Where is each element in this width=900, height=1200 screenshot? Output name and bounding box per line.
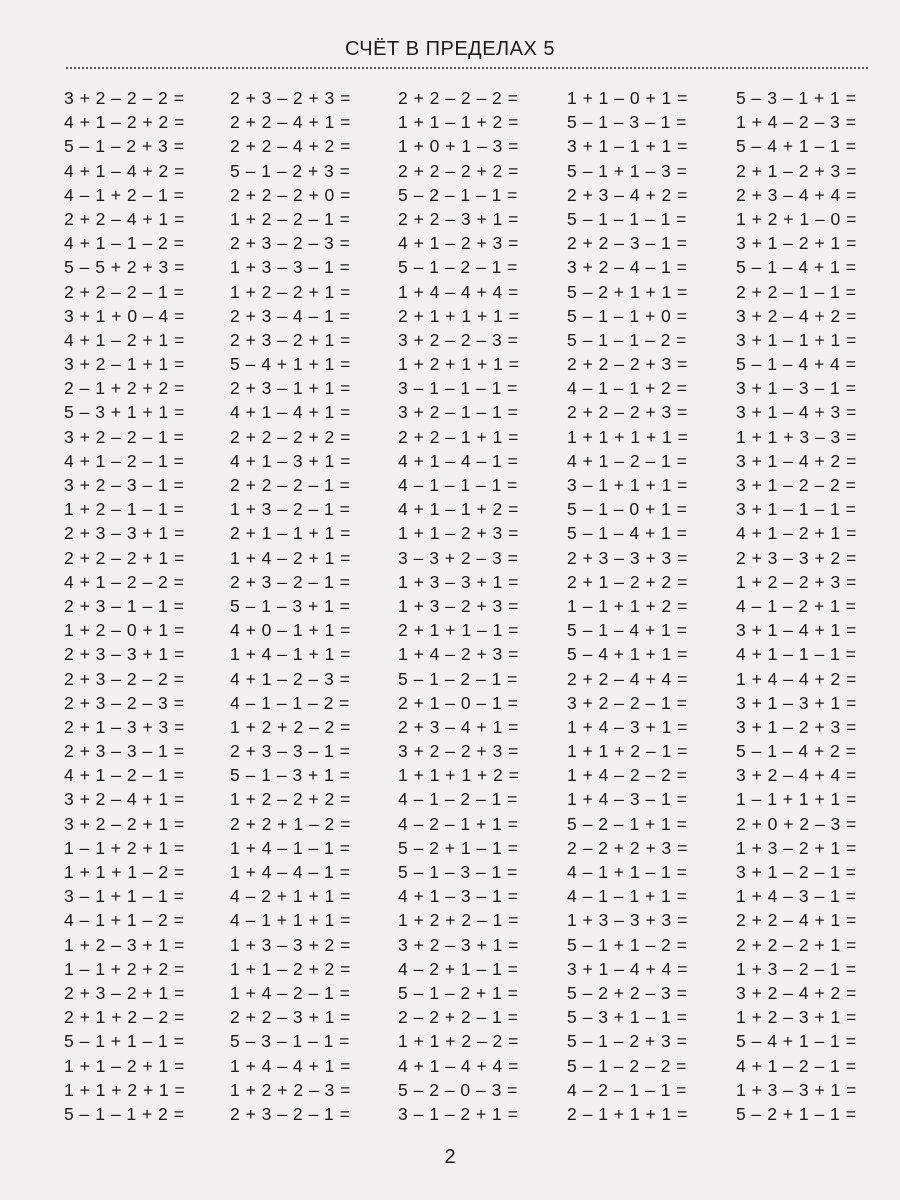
page-number: 2: [444, 1146, 456, 1168]
exercise-expression: 3 + 2 – 4 + 1 =: [64, 789, 185, 810]
exercise-expression: 1 + 4 – 3 + 1 =: [567, 716, 688, 737]
exercise-expression: 1 – 1 + 2 + 2 =: [64, 958, 185, 979]
exercise-expression: 1 – 1 + 1 + 2 =: [567, 595, 688, 616]
exercise-expression: 1 + 1 + 2 + 1 =: [64, 1079, 185, 1100]
exercise-expression: 4 + 0 – 1 + 1 =: [230, 620, 351, 641]
exercise-expression: 2 – 2 + 2 – 1 =: [398, 1007, 518, 1028]
exercise-expression: 1 + 4 – 2 – 1 =: [230, 982, 350, 1003]
exercise-expression: 5 – 2 – 1 – 1 =: [398, 184, 518, 205]
exercise-expression: 4 + 1 – 1 – 1 =: [736, 644, 856, 665]
exercise-expression: 5 – 1 – 2 + 3 =: [64, 136, 184, 157]
exercise-expression: 3 + 2 – 4 + 2 =: [736, 305, 857, 326]
exercise-expression: 5 – 1 – 1 + 0 =: [567, 305, 687, 326]
exercise-expression: 4 + 1 – 4 – 1 =: [398, 450, 518, 471]
exercise-expression: 2 + 3 – 2 + 3 =: [230, 88, 351, 108]
exercise-expression: 4 + 1 – 4 + 4 =: [398, 1055, 519, 1076]
exercise-expression: 4 + 1 – 4 + 1 =: [230, 402, 351, 423]
exercise-expression: 2 + 3 – 4 + 1 =: [398, 716, 519, 737]
exercise-expression: 1 + 2 – 2 + 3 =: [736, 571, 857, 592]
exercise-expression: 1 + 1 – 2 + 2 =: [230, 958, 351, 979]
exercise-expression: 1 + 4 – 2 – 2 =: [567, 765, 687, 786]
exercise-expression: 3 + 2 – 4 – 1 =: [567, 257, 687, 278]
exercise-expression: 2 + 3 – 4 + 4 =: [736, 184, 857, 205]
exercise-expression: 1 + 1 + 2 – 2 =: [398, 1031, 519, 1052]
exercise-expression: 1 + 3 – 2 + 1 =: [736, 837, 857, 858]
exercise-expression: 1 + 4 – 1 + 1 =: [230, 644, 351, 665]
exercise-expression: 4 – 1 – 1 + 1 =: [567, 886, 687, 907]
exercise-expression: 3 + 1 – 4 + 4 =: [567, 958, 688, 979]
exercise-expression: 1 + 3 – 3 + 3 =: [567, 910, 688, 931]
exercise-expression: 3 + 1 + 0 – 4 =: [64, 305, 185, 326]
exercise-expression: 1 – 1 + 2 + 1 =: [64, 837, 185, 858]
exercise-expression: 4 – 2 – 1 – 1 =: [567, 1079, 687, 1100]
exercise-expression: 1 + 3 – 2 – 1 =: [230, 499, 350, 520]
exercise-expression: 2 + 3 – 3 + 3 =: [567, 547, 688, 568]
exercise-expression: 4 + 1 – 2 – 1 =: [736, 1055, 856, 1076]
exercise-expression: 3 – 3 + 2 – 3 =: [398, 547, 518, 568]
exercise-expression: 4 – 1 – 1 – 2 =: [230, 692, 350, 713]
exercise-expression: 2 + 2 – 3 + 1 =: [398, 208, 519, 229]
exercise-expression: 3 – 1 – 2 + 1 =: [398, 1103, 518, 1124]
exercise-expression: 4 + 1 – 2 – 1 =: [64, 765, 184, 786]
exercise-expression: 4 – 2 + 1 + 1 =: [230, 886, 351, 907]
exercise-expression: 2 + 3 – 3 + 1 =: [64, 644, 185, 665]
exercise-expression: 3 + 2 – 1 – 1 =: [398, 402, 518, 423]
exercise-expression: 4 + 1 – 2 + 1 =: [736, 523, 857, 544]
exercise-expression: 2 + 2 – 4 + 2 =: [230, 136, 351, 157]
exercise-expression: 3 + 2 – 3 – 1 =: [64, 475, 184, 495]
exercise-expression: 1 + 1 + 2 – 1 =: [567, 741, 688, 762]
exercise-expression: 1 + 4 – 2 + 1 =: [230, 547, 351, 568]
exercise-expression: 5 – 2 – 0 – 3 =: [398, 1079, 518, 1100]
exercise-expression: 5 – 4 + 1 + 1 =: [230, 354, 351, 375]
exercise-expression: 2 + 3 – 1 + 1 =: [230, 378, 351, 399]
exercise-expression: 5 – 1 – 2 – 1 =: [398, 668, 518, 689]
exercise-expression: 2 + 3 – 2 + 1 =: [230, 329, 351, 350]
exercise-expression: 1 + 1 + 1 – 2 =: [64, 862, 185, 882]
exercise-expression: 3 + 1 – 4 + 3 =: [736, 402, 857, 423]
exercise-expression: 2 + 2 + 1 – 2 =: [230, 813, 351, 834]
exercise-expression: 1 – 1 + 1 + 1 =: [736, 789, 857, 810]
exercise-expression: 1 + 0 + 1 – 3 =: [398, 136, 519, 157]
exercise-expression: 2 + 2 – 2 + 2 =: [230, 426, 351, 447]
exercise-expression: 3 + 2 – 2 + 1 =: [64, 813, 185, 834]
exercise-expression: 2 + 2 – 3 + 1 =: [230, 1007, 351, 1028]
exercise-expression: 5 – 1 – 2 + 3 =: [230, 160, 350, 181]
exercise-expression: 1 + 3 – 2 – 1 =: [736, 958, 856, 979]
exercise-expression: 1 + 2 – 1 – 1 =: [64, 499, 184, 520]
exercise-expression: 3 + 2 – 2 – 3 =: [398, 329, 518, 350]
exercise-expression: 2 + 2 – 2 – 2 =: [398, 88, 518, 108]
exercise-expression: 4 + 1 – 3 + 1 =: [230, 450, 351, 471]
exercise-column-3: [398, 86, 558, 1124]
exercise-expression: 1 + 3 – 3 + 1 =: [736, 1079, 857, 1100]
exercise-expression: 3 – 1 + 1 + 1 =: [567, 475, 688, 495]
exercise-expression: 4 + 1 – 4 + 2 =: [64, 160, 185, 181]
exercise-expression: 3 + 1 – 2 – 2 =: [736, 475, 856, 495]
exercise-expression: 4 – 1 – 2 – 1 =: [398, 789, 518, 810]
exercise-expression: 5 – 1 + 1 – 3 =: [567, 160, 687, 181]
exercise-expression: 2 + 3 – 2 – 2 =: [64, 668, 184, 689]
exercise-expression: 2 + 2 – 2 – 1 =: [230, 475, 350, 495]
exercise-expression: 3 + 2 – 2 + 3 =: [398, 741, 519, 762]
exercise-expression: 2 + 2 – 4 + 1 =: [64, 208, 185, 229]
exercise-expression: 2 + 3 – 2 – 3 =: [64, 692, 184, 713]
exercise-expression: 1 + 3 – 3 – 1 =: [230, 257, 350, 278]
exercise-expression: 4 + 1 – 2 + 3 =: [398, 233, 519, 254]
exercise-expression: 1 + 2 + 2 – 3 =: [230, 1079, 351, 1100]
exercise-expression: 1 + 4 – 4 – 1 =: [230, 862, 350, 882]
exercise-expression: 2 – 2 + 2 + 3 =: [567, 837, 688, 858]
exercise-expression: 1 + 3 – 2 + 3 =: [398, 595, 519, 616]
exercise-expression: 2 + 3 – 1 – 1 =: [64, 595, 184, 616]
exercise-expression: 1 + 1 – 0 + 1 =: [567, 88, 688, 108]
page-title: СЧЁТ В ПРЕДЕЛАХ 5: [344, 38, 556, 60]
exercise-expression: 2 + 3 – 2 + 1 =: [64, 982, 185, 1003]
exercise-expression: 3 + 1 – 3 – 1 =: [736, 378, 856, 399]
exercise-expression: 1 + 1 – 1 + 2 =: [398, 112, 519, 133]
exercise-expression: 3 – 1 + 1 – 1 =: [64, 886, 184, 907]
exercise-expression: 4 + 1 – 2 – 1 =: [64, 450, 184, 471]
exercise-expression: 5 – 1 – 1 – 1 =: [567, 208, 687, 229]
exercise-expression: 1 + 1 – 2 + 3 =: [398, 523, 519, 544]
exercise-expression: 2 + 2 – 2 + 3 =: [567, 354, 688, 375]
exercise-expression: 2 + 2 – 2 + 1 =: [736, 934, 857, 955]
exercise-expression: 1 + 2 – 3 + 1 =: [736, 1007, 857, 1028]
exercise-expression: 1 + 1 + 3 – 3 =: [736, 426, 857, 447]
exercise-expression: 1 + 4 – 1 – 1 =: [230, 837, 350, 858]
exercise-expression: 5 – 1 – 3 + 1 =: [230, 595, 350, 616]
exercise-expression: 1 + 2 + 1 – 0 =: [736, 208, 857, 229]
exercise-expression: 1 + 2 + 1 + 1 =: [398, 354, 519, 375]
exercise-expression: 3 + 1 – 4 + 2 =: [736, 450, 857, 471]
exercise-expression: 2 + 1 + 1 – 1 =: [398, 620, 519, 641]
exercise-expression: 1 + 2 – 2 – 1 =: [230, 208, 350, 229]
exercise-expression: 2 – 1 + 1 + 1 =: [567, 1103, 688, 1124]
exercise-expression: 2 + 1 + 2 – 2 =: [64, 1007, 185, 1028]
exercise-expression: 1 + 1 – 2 + 1 =: [64, 1055, 185, 1076]
exercise-expression: 1 + 3 – 3 + 1 =: [398, 571, 519, 592]
exercise-expression: 4 + 1 – 1 – 2 =: [64, 233, 184, 254]
exercise-expression: 4 – 1 – 1 + 2 =: [567, 378, 687, 399]
exercise-expression: 2 + 0 + 2 – 3 =: [736, 813, 857, 834]
exercise-expression: 2 + 2 – 2 + 3 =: [567, 402, 688, 423]
exercise-expression: 5 – 1 + 1 – 2 =: [567, 934, 687, 955]
exercise-expression: 1 + 2 – 2 + 1 =: [230, 281, 351, 302]
exercise-expression: 2 + 2 – 2 + 1 =: [64, 547, 185, 568]
exercise-expression: 1 + 4 – 3 – 1 =: [736, 886, 856, 907]
exercise-expression: 5 – 1 – 2 + 1 =: [398, 982, 518, 1003]
exercise-expression: 2 + 3 – 4 – 1 =: [230, 305, 350, 326]
exercise-expression: 2 + 1 – 1 + 1 =: [230, 523, 351, 544]
exercise-expression: 4 – 1 + 1 + 1 =: [230, 910, 351, 931]
exercise-expression: 4 + 1 – 2 + 2 =: [64, 112, 185, 133]
exercise-expression: 3 + 2 – 1 + 1 =: [64, 354, 185, 375]
exercise-expression: 5 – 4 + 1 – 1 =: [736, 136, 856, 157]
exercise-expression: 1 + 2 – 3 + 1 =: [64, 934, 185, 955]
exercise-expression: 2 + 2 – 2 + 2 =: [398, 160, 519, 181]
exercise-expression: 1 + 4 – 4 + 4 =: [398, 281, 519, 302]
exercise-expression: 5 – 1 – 4 + 1 =: [567, 620, 687, 641]
exercise-expression: 2 + 2 – 1 – 1 =: [736, 281, 856, 302]
exercise-expression: 5 – 1 – 4 + 1 =: [567, 523, 687, 544]
exercise-expression: 3 – 1 – 1 – 1 =: [398, 378, 518, 399]
exercise-expression: 2 + 3 – 3 + 1 =: [64, 523, 185, 544]
exercise-expression: 4 – 1 – 1 – 1 =: [398, 475, 518, 495]
exercise-expression: 2 + 3 – 4 + 2 =: [567, 184, 688, 205]
exercise-expression: 3 + 1 – 1 + 1 =: [736, 329, 857, 350]
exercise-expression: 3 + 2 – 2 – 2 =: [64, 88, 184, 108]
exercise-expression: 2 + 1 + 1 + 1 =: [398, 305, 519, 326]
exercise-column-1: [64, 86, 224, 1124]
exercise-expression: 2 + 2 – 2 – 1 =: [64, 281, 184, 302]
exercise-expression: 5 – 1 – 3 – 1 =: [567, 112, 687, 133]
exercise-expression: 2 + 3 – 3 + 2 =: [736, 547, 857, 568]
exercise-expression: 5 – 2 – 1 + 1 =: [567, 813, 687, 834]
exercise-expression: 5 – 4 + 1 – 1 =: [736, 1031, 856, 1052]
exercise-expression: 4 + 1 – 2 – 1 =: [567, 450, 687, 471]
exercise-expression: 5 – 1 – 3 + 1 =: [230, 765, 350, 786]
title-dotted-rule: [66, 67, 868, 69]
exercise-expression: 1 + 2 – 2 + 2 =: [230, 789, 351, 810]
exercise-expression: 3 + 1 – 1 – 1 =: [736, 499, 856, 520]
exercise-expression: 5 – 3 + 1 + 1 =: [64, 402, 185, 423]
exercise-expression: 2 + 3 – 3 – 1 =: [230, 741, 350, 762]
exercise-expression: 5 – 1 – 2 + 3 =: [567, 1031, 687, 1052]
exercise-expression: 2 + 2 – 4 + 1 =: [230, 112, 351, 133]
exercise-expression: 2 + 1 – 2 + 2 =: [567, 571, 688, 592]
exercise-column-5: [736, 86, 896, 1124]
exercise-expression: 5 – 1 – 0 + 1 =: [567, 499, 687, 520]
exercise-expression: 1 + 1 + 1 + 2 =: [398, 765, 519, 786]
exercise-expression: 3 + 1 – 2 + 1 =: [736, 233, 857, 254]
exercise-expression: 1 + 2 + 2 – 1 =: [398, 910, 519, 931]
exercise-expression: 3 + 2 – 2 – 1 =: [64, 426, 184, 447]
exercise-expression: 5 – 1 – 4 + 2 =: [736, 741, 856, 762]
exercise-expression: 2 + 1 – 0 – 1 =: [398, 692, 518, 713]
exercise-expression: 1 + 4 – 3 – 1 =: [567, 789, 687, 810]
exercise-expression: 1 + 4 – 2 – 3 =: [736, 112, 856, 133]
exercise-expression: 2 + 1 – 3 + 3 =: [64, 716, 185, 737]
exercise-expression: 5 – 4 + 1 + 1 =: [567, 644, 688, 665]
exercise-expression: 2 + 3 – 3 – 1 =: [64, 741, 184, 762]
exercise-expression: 3 + 2 – 4 + 2 =: [736, 982, 857, 1003]
exercise-expression: 5 – 2 + 2 – 3 =: [567, 982, 687, 1003]
exercise-expression: 4 – 1 + 2 – 1 =: [64, 184, 184, 205]
exercise-expression: 5 – 1 – 2 – 2 =: [567, 1055, 687, 1076]
exercise-expression: 4 + 1 – 2 – 2 =: [64, 571, 184, 592]
exercise-expression: 2 + 2 – 2 + 0 =: [230, 184, 351, 205]
exercise-expression: 3 + 1 – 3 + 1 =: [736, 692, 857, 713]
exercise-grid: [0, 86, 900, 1124]
exercise-expression: 5 – 2 + 1 + 1 =: [567, 281, 688, 302]
exercise-expression: 4 + 1 – 2 – 3 =: [230, 668, 350, 689]
exercise-expression: 5 – 1 – 2 – 1 =: [398, 257, 518, 278]
exercise-expression: 3 + 1 – 2 + 3 =: [736, 716, 857, 737]
exercise-expression: 3 + 2 – 4 + 4 =: [736, 765, 857, 786]
exercise-expression: 5 – 1 – 4 + 1 =: [736, 257, 856, 278]
exercise-expression: 4 + 1 – 3 – 1 =: [398, 886, 518, 907]
exercise-expression: 3 + 1 – 2 – 1 =: [736, 862, 856, 882]
exercise-expression: 5 – 1 – 1 + 2 =: [64, 1103, 184, 1124]
exercise-expression: 3 + 1 – 1 + 1 =: [567, 136, 688, 157]
exercise-expression: 3 + 2 – 3 + 1 =: [398, 934, 519, 955]
exercise-expression: 2 + 2 – 4 + 4 =: [567, 668, 688, 689]
exercise-expression: 5 – 1 – 4 + 4 =: [736, 354, 856, 375]
exercise-expression: 4 – 2 – 1 + 1 =: [398, 813, 518, 834]
exercise-expression: 5 – 1 – 1 – 2 =: [567, 329, 687, 350]
exercise-expression: 5 – 1 – 3 – 1 =: [398, 862, 518, 882]
exercise-expression: 5 – 5 + 2 + 3 =: [64, 257, 185, 278]
exercise-expression: 1 + 2 + 2 – 2 =: [230, 716, 351, 737]
exercise-expression: 1 + 4 – 4 + 2 =: [736, 668, 857, 689]
exercise-expression: 2 + 2 – 1 + 1 =: [398, 426, 519, 447]
exercise-expression: 5 – 3 – 1 – 1 =: [230, 1031, 350, 1052]
exercise-expression: 3 + 2 – 2 – 1 =: [567, 692, 687, 713]
exercise-expression: 5 – 1 + 1 – 1 =: [64, 1031, 184, 1052]
exercise-column-4: [567, 86, 727, 1124]
exercise-expression: 5 – 2 + 1 – 1 =: [398, 837, 518, 858]
exercise-expression: 2 + 3 – 2 – 1 =: [230, 1103, 350, 1124]
exercise-expression: 2 – 1 + 2 + 2 =: [64, 378, 185, 399]
exercise-expression: 1 + 2 – 0 + 1 =: [64, 620, 185, 641]
exercise-expression: 1 + 3 – 3 + 2 =: [230, 934, 351, 955]
exercise-expression: 5 – 3 – 1 + 1 =: [736, 88, 856, 108]
exercise-expression: 1 + 4 – 4 + 1 =: [230, 1055, 351, 1076]
exercise-expression: 1 + 1 + 1 + 1 =: [567, 426, 688, 447]
exercise-expression: 1 + 4 – 2 + 3 =: [398, 644, 519, 665]
exercise-expression: 4 – 1 + 1 – 1 =: [567, 862, 687, 882]
exercise-expression: 2 + 2 – 4 + 1 =: [736, 910, 857, 931]
exercise-expression: 4 – 1 – 2 + 1 =: [736, 595, 856, 616]
exercise-expression: 2 + 2 – 3 – 1 =: [567, 233, 687, 254]
exercise-expression: 2 + 3 – 2 – 3 =: [230, 233, 350, 254]
exercise-column-2: [230, 86, 390, 1124]
exercise-expression: 5 – 2 + 1 – 1 =: [736, 1103, 856, 1124]
exercise-expression: 4 + 1 – 1 + 2 =: [398, 499, 519, 520]
exercise-expression: 4 – 1 + 1 – 2 =: [64, 910, 184, 931]
exercise-expression: 3 + 1 – 4 + 1 =: [736, 620, 857, 641]
exercise-expression: 4 + 1 – 2 + 1 =: [64, 329, 185, 350]
exercise-expression: 2 + 3 – 2 – 1 =: [230, 571, 350, 592]
exercise-expression: 2 + 1 – 2 + 3 =: [736, 160, 857, 181]
exercise-expression: 5 – 3 + 1 – 1 =: [567, 1007, 687, 1028]
exercise-expression: 4 – 2 + 1 – 1 =: [398, 958, 518, 979]
